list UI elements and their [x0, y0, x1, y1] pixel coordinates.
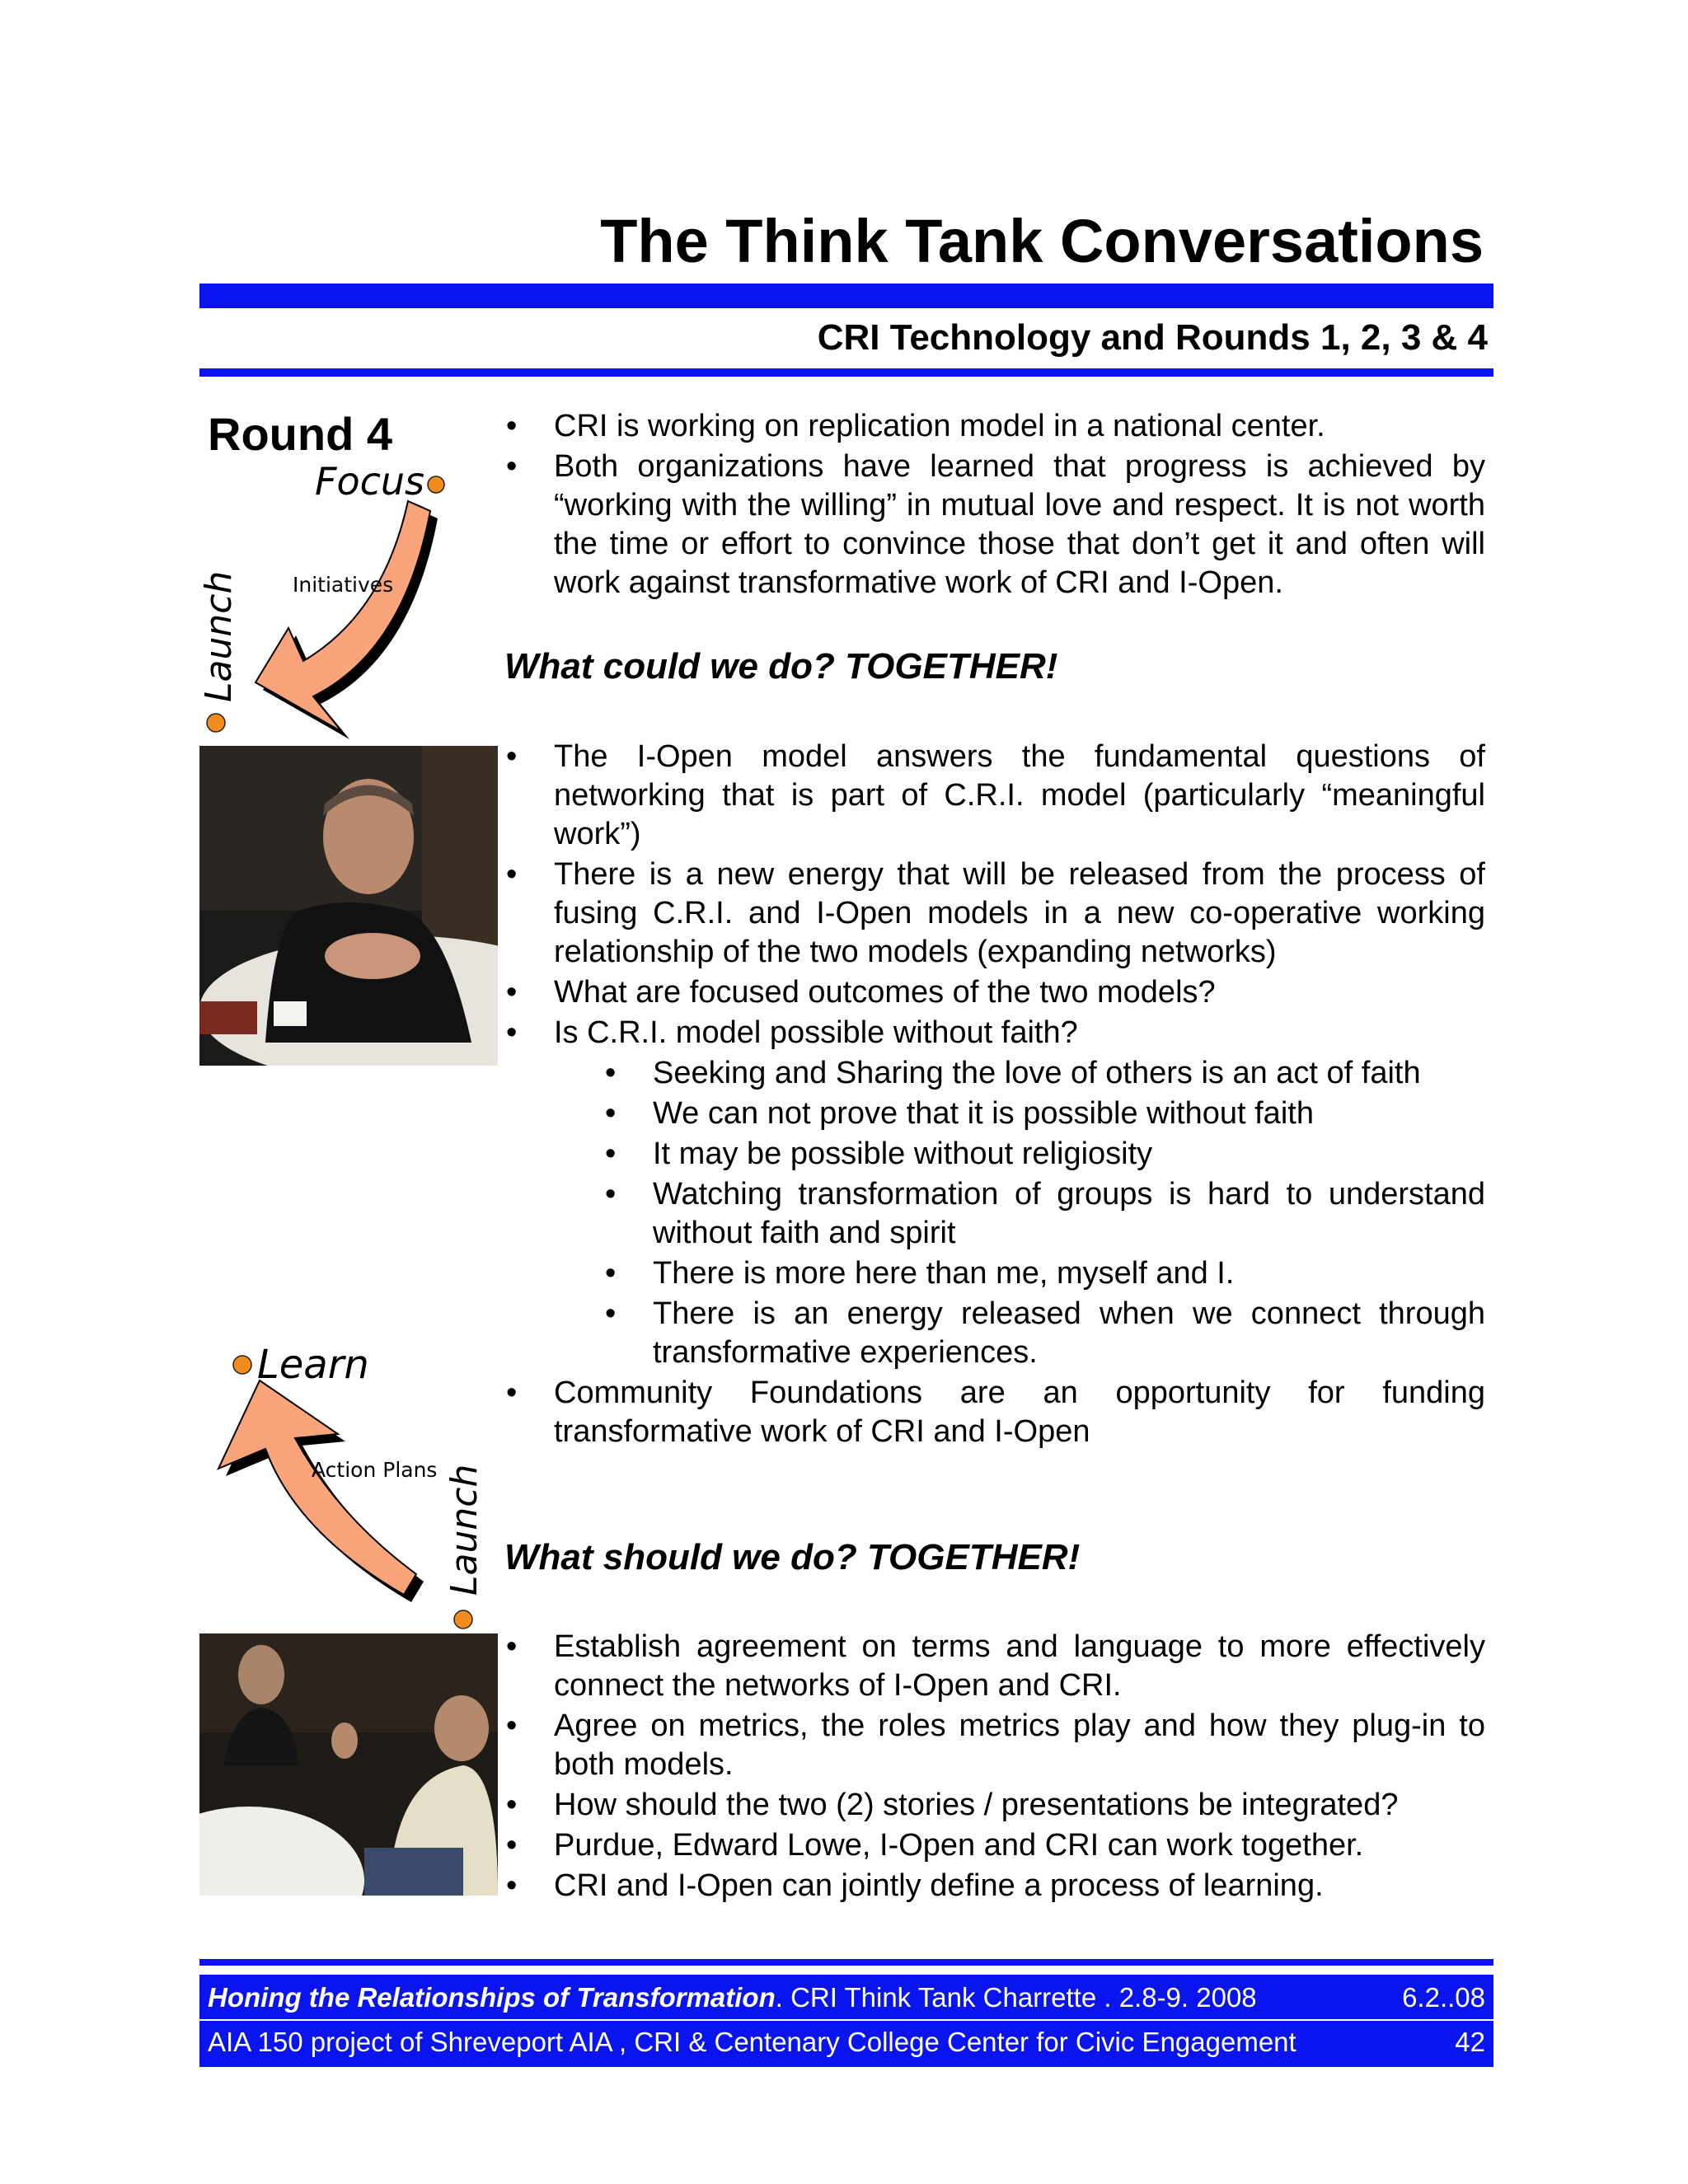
intro-bullet: • Both organizations have learned that progress is achieved by “working with the willing” in mutual love and respect. It is not worth the time or effort to convince those that don’t get it and often will work against transformative work of CRI and I-Open. [504, 448, 1485, 602]
should-bullet: • Purdue, Edward Lowe, I-Open and CRI can work together. [504, 1826, 1485, 1865]
page-title: The Think Tank Conversations [600, 207, 1484, 275]
should-bullet: • Establish agreement on terms and language to more effectively connect the networks of I-Open and CRI. [504, 1628, 1485, 1705]
could-sub-bullet: • We can not prove that it is possible without faith [603, 1094, 1485, 1133]
launch-dot-icon-bottom [454, 1610, 472, 1629]
footer-line-2 [208, 2022, 1485, 2062]
could-sub-bullet: • It may be possible without religiosity [603, 1135, 1485, 1174]
footer-project: AIA 150 project of Shreveport AIA , CRI & Centenary College Center for Civic Engagement [208, 2027, 1296, 2057]
could-bullet: • What are focused outcomes of the two models? [504, 973, 1485, 1012]
cycle-diagram-bottom [198, 1335, 495, 1632]
footer-rule [199, 1959, 1493, 1966]
learn-label: Learn [257, 1342, 369, 1388]
should-bullet: • Agree on metrics, the roles metrics play and how they plug-in to both models. [504, 1707, 1485, 1784]
intro-bullet: • CRI is working on replication model in a national center. [504, 407, 1485, 446]
could-bullets [504, 738, 1485, 1453]
footer-divider [199, 2019, 1493, 2021]
action-plans-label: Action Plans [312, 1458, 438, 1482]
should-heading: What should we do? TOGETHER! [504, 1537, 1081, 1577]
page-subtitle: CRI Technology and Rounds 1, 2, 3 & 4 [817, 317, 1488, 358]
cycle-arrow-bottom [218, 1380, 424, 1602]
footer-title: Honing the Relationships of Transformation [208, 1982, 776, 2013]
cycle-diagram-top [198, 445, 470, 742]
could-bullet: • There is a new energy that will be released from the process of fusing C.R.I. and I-Open models in a new co-operative working relationship of the two models (expanding networks) [504, 855, 1485, 972]
footer-event: . CRI Think Tank Charrette . 2.8-9. 2008 [775, 1982, 1257, 2013]
learn-dot-icon [233, 1356, 251, 1374]
intro-bullets [504, 407, 1485, 604]
page-number: 42 [1455, 2027, 1485, 2057]
could-sub-bullet: • Watching transformation of groups is hard to understand without faith and spirit [603, 1175, 1485, 1253]
could-bullet: • Community Foundations are an opportunity for funding transformative work of CRI and I-Open [504, 1374, 1485, 1451]
cycle-arrow-top [256, 501, 438, 739]
round-label: Round 4 [208, 408, 392, 460]
header-rule-thick [199, 284, 1493, 308]
initiatives-label: Initiatives [293, 573, 394, 597]
should-bullets [504, 1628, 1485, 1907]
focus-label: Focus [314, 459, 424, 504]
could-bullet: • The I-Open model answers the fundamental questions of networking that is part of C.R.I. model (particularly “meaningful work”) [504, 738, 1485, 854]
photo-speaker [199, 746, 498, 1066]
launch-label-top: Launch [198, 570, 240, 702]
could-sub-bullet: • There is more here than me, myself and I. [603, 1254, 1485, 1293]
header-rule-thin [199, 368, 1493, 377]
should-bullet: • How should the two (2) stories / presentations be integrated? [504, 1786, 1485, 1825]
footer-date: 6.2..08 [1402, 1982, 1485, 2013]
focus-dot-icon [428, 476, 444, 493]
could-sub-bullet: • There is an energy released when we connect through transformative experiences. [603, 1295, 1485, 1372]
footer-line-1 [208, 1978, 1485, 2018]
could-heading: What could we do? TOGETHER! [504, 646, 1058, 687]
photo-discussion [199, 1633, 498, 1896]
footer [199, 1975, 1493, 2067]
could-bullet: • Is C.R.I. model possible without faith? [504, 1014, 1485, 1052]
should-bullet: • CRI and I-Open can jointly define a process of learning. [504, 1867, 1485, 1905]
footer-citation [208, 1978, 1257, 2018]
launch-label-bottom: Launch [443, 1464, 485, 1596]
could-sub-bullet: • Seeking and Sharing the love of others is an act of faith [603, 1054, 1485, 1093]
launch-dot-icon [207, 714, 225, 732]
